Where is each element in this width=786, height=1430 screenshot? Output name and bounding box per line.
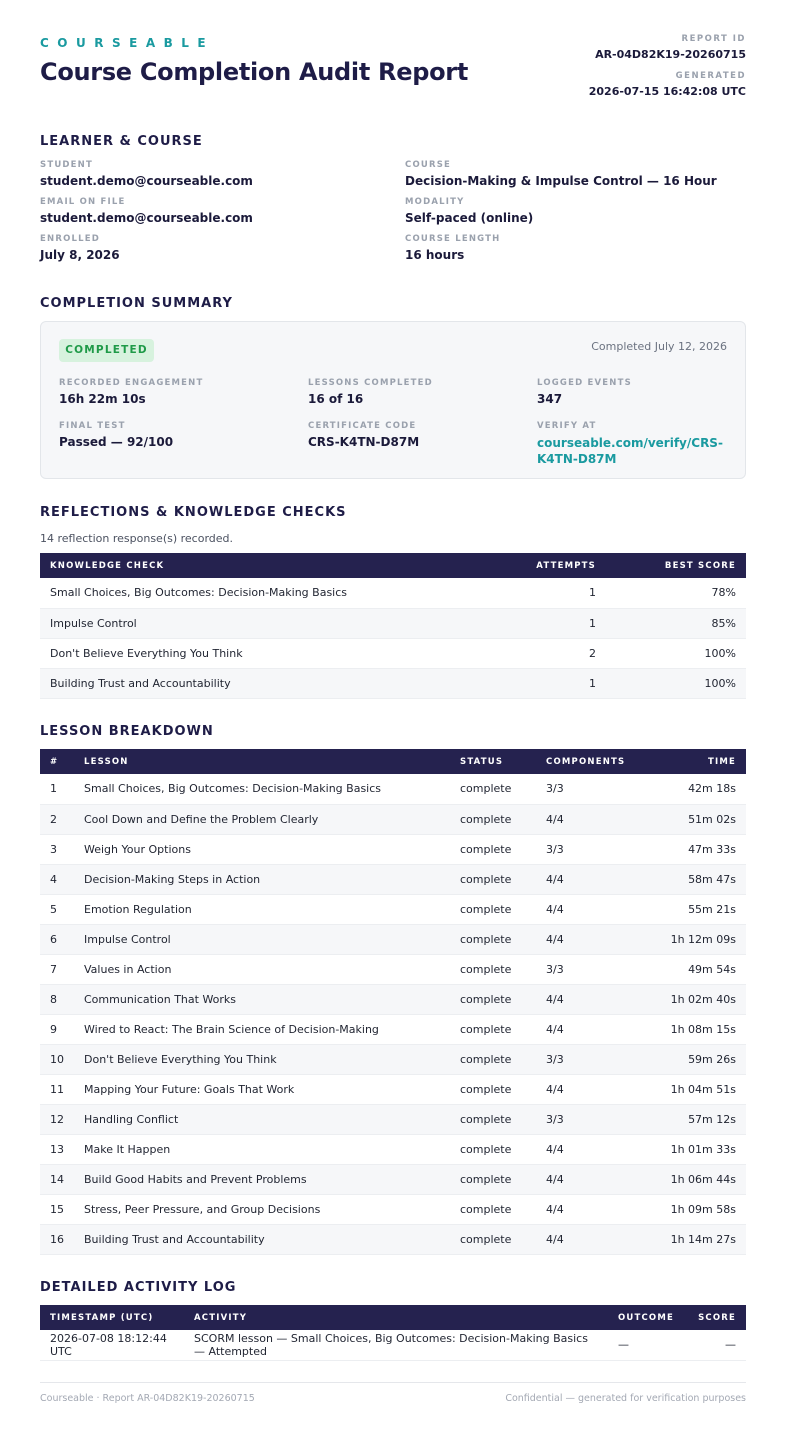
table-cell: 2 [40, 804, 74, 834]
course-length-value: 16 hours [405, 248, 465, 262]
table-cell: 4/4 [536, 984, 636, 1014]
col-activity: ACTIVITY [194, 1312, 248, 1323]
col-status: STATUS [460, 756, 504, 767]
table-cell: 3/3 [536, 774, 636, 804]
knowledge-check-row [40, 578, 746, 608]
table-header-row [40, 749, 746, 774]
table-cell: 4/4 [536, 1014, 636, 1044]
col-time: TIME [707, 756, 736, 767]
table-cell: complete [450, 1164, 536, 1194]
table-cell: — [608, 1330, 684, 1360]
course-value: Decision-Making & Impulse Control — 16 Hour [405, 174, 717, 188]
table-cell: 51m 02s [636, 804, 746, 834]
lesson-row [40, 1134, 746, 1164]
table-cell: 8 [40, 984, 74, 1014]
table-cell: complete [450, 1134, 536, 1164]
table-cell: 15 [40, 1194, 74, 1224]
table-cell: complete [450, 1104, 536, 1134]
lesson-row [40, 1044, 746, 1074]
report-id: AR-04D82K19-20260715 [595, 48, 746, 61]
col-timestamp: TIMESTAMP (UTC) [50, 1312, 154, 1323]
knowledge-check-row [40, 668, 746, 698]
table-cell: 4/4 [536, 1074, 636, 1104]
table-cell: Building Trust and Accountability [40, 668, 486, 698]
table-cell: Building Trust and Accountability [74, 1224, 450, 1254]
table-cell: complete [450, 834, 536, 864]
table-cell: complete [450, 1194, 536, 1224]
completed-date: Completed July 12, 2026 [591, 340, 727, 353]
course-length-label: COURSE LENGTH [405, 234, 501, 244]
table-cell: 1 [486, 668, 606, 698]
col-best-score: BEST SCORE [664, 560, 736, 571]
knowledge-check-row [40, 608, 746, 638]
table-cell: 1h 12m 09s [636, 924, 746, 954]
brand-wordmark: COURSEABLE [40, 36, 215, 50]
table-cell: 3/3 [536, 1104, 636, 1134]
table-cell: SCORM lesson — Small Choices, Big Outcomes: Decision-Making Basics — Attempted [184, 1330, 608, 1360]
table-cell: Small Choices, Big Outcomes: Decision-Making Basics [40, 578, 486, 608]
table-cell: complete [450, 954, 536, 984]
lesson-row [40, 1224, 746, 1254]
modality-value: Self-paced (online) [405, 211, 534, 225]
table-cell: — [684, 1330, 746, 1360]
table-cell: 1h 06m 44s [636, 1164, 746, 1194]
table-cell: 4/4 [536, 1164, 636, 1194]
student-label: STUDENT [40, 160, 93, 170]
knowledge-check-row [40, 638, 746, 668]
table-cell: Make It Happen [74, 1134, 450, 1164]
lessons-stat [308, 378, 508, 406]
section-title-learner: LEARNER & COURSE [40, 134, 203, 149]
section-title-reflections: REFLECTIONS & KNOWLEDGE CHECKS [40, 505, 347, 520]
engagement-label: RECORDED ENGAGEMENT [59, 378, 204, 388]
table-cell: Weigh Your Options [74, 834, 450, 864]
table-cell: 2026-07-08 18:12:44 UTC [40, 1330, 184, 1360]
lesson-row [40, 804, 746, 834]
table-cell: Communication That Works [74, 984, 450, 1014]
generated-timestamp: 2026-07-15 16:42:08 UTC [588, 85, 746, 98]
table-cell: Don't Believe Everything You Think [40, 638, 486, 668]
table-cell: 10 [40, 1044, 74, 1074]
email-label: EMAIL ON FILE [40, 197, 126, 207]
table-cell: complete [450, 1074, 536, 1104]
completion-summary-card [40, 321, 746, 479]
student-value: student.demo@courseable.com [40, 174, 253, 188]
email-value: student.demo@courseable.com [40, 211, 253, 225]
lesson-row [40, 1074, 746, 1104]
certificate-value: CRS-K4TN-D87M [308, 435, 420, 449]
table-cell: 3/3 [536, 1044, 636, 1074]
table-cell: 1h 08m 15s [636, 1014, 746, 1044]
col-knowledge-check: KNOWLEDGE CHECK [50, 560, 165, 571]
table-cell: 1 [486, 608, 606, 638]
course-field [405, 160, 745, 188]
table-cell: complete [450, 864, 536, 894]
report-id-label: REPORT ID [681, 34, 746, 44]
table-cell: 1h 02m 40s [636, 984, 746, 1014]
section-title-activity: DETAILED ACTIVITY LOG [40, 1280, 237, 1295]
table-cell: 5 [40, 894, 74, 924]
table-cell: Cool Down and Define the Problem Clearly [74, 804, 450, 834]
table-header-row [40, 1305, 746, 1330]
table-cell: 1h 09m 58s [636, 1194, 746, 1224]
section-title-lessons: LESSON BREAKDOWN [40, 724, 214, 739]
lessons-value: 16 of 16 [308, 392, 364, 406]
col-number: # [50, 756, 59, 767]
table-cell: Mapping Your Future: Goals That Work [74, 1074, 450, 1104]
table-cell: 4/4 [536, 924, 636, 954]
enrolled-field [40, 234, 380, 262]
table-cell: 42m 18s [636, 774, 746, 804]
col-components: COMPONENTS [546, 756, 626, 767]
table-cell: 9 [40, 1014, 74, 1044]
report-meta [589, 34, 746, 98]
table-cell: Build Good Habits and Prevent Problems [74, 1164, 450, 1194]
table-cell: 4/4 [536, 1194, 636, 1224]
table-cell: 13 [40, 1134, 74, 1164]
table-cell: 3/3 [536, 834, 636, 864]
table-cell: Values in Action [74, 954, 450, 984]
table-cell: 4/4 [536, 804, 636, 834]
table-header-row [40, 553, 746, 578]
table-cell: 57m 12s [636, 1104, 746, 1134]
table-cell: 4/4 [536, 1224, 636, 1254]
lesson-row [40, 864, 746, 894]
verify-link[interactable]: courseable.com/verify/CRS-K4TN-D87M [537, 436, 723, 466]
col-attempts: ATTEMPTS [536, 560, 596, 571]
table-cell: Handling Conflict [74, 1104, 450, 1134]
email-field [40, 197, 380, 225]
events-stat [537, 378, 737, 406]
lesson-row [40, 894, 746, 924]
table-cell: 6 [40, 924, 74, 954]
verify-stat [537, 421, 737, 467]
footer-report-ref: Courseable · Report AR-04D82K19-20260715 [40, 1393, 255, 1404]
table-cell: 1h 14m 27s [636, 1224, 746, 1254]
table-cell: 3/3 [536, 954, 636, 984]
footer-confidential-note: Confidential — generated for verification purposes [505, 1393, 746, 1404]
events-label: LOGGED EVENTS [537, 378, 632, 388]
reflection-count-note: 14 reflection response(s) recorded. [40, 532, 234, 545]
col-score: SCORE [698, 1312, 736, 1323]
table-cell: complete [450, 924, 536, 954]
events-value: 347 [537, 392, 563, 406]
table-cell: Decision-Making Steps in Action [74, 864, 450, 894]
table-cell: 1 [40, 774, 74, 804]
col-lesson: LESSON [84, 756, 129, 767]
footer-divider [40, 1382, 746, 1383]
table-cell: 47m 33s [636, 834, 746, 864]
table-cell: 1 [486, 578, 606, 608]
final-test-label: FINAL TEST [59, 421, 126, 431]
section-title-summary: COMPLETION SUMMARY [40, 296, 233, 311]
status-badge: COMPLETED [59, 339, 154, 362]
verify-label: VERIFY AT [537, 421, 597, 431]
lesson-row [40, 984, 746, 1014]
table-cell: 58m 47s [636, 864, 746, 894]
table-cell: Impulse Control [40, 608, 486, 638]
modality-field [405, 197, 745, 225]
lesson-row [40, 1104, 746, 1134]
table-cell: Impulse Control [74, 924, 450, 954]
table-cell: 1h 04m 51s [636, 1074, 746, 1104]
table-cell: complete [450, 894, 536, 924]
knowledge-check-table [40, 553, 746, 699]
table-cell: 14 [40, 1164, 74, 1194]
student-field [40, 160, 380, 188]
table-cell: 55m 21s [636, 894, 746, 924]
enrolled-label: ENROLLED [40, 234, 100, 244]
table-cell: 4/4 [536, 1134, 636, 1164]
lesson-row [40, 834, 746, 864]
table-cell: 100% [606, 668, 746, 698]
table-cell: 49m 54s [636, 954, 746, 984]
table-cell: 7 [40, 954, 74, 984]
page-title: Course Completion Audit Report [40, 58, 468, 86]
lesson-row [40, 954, 746, 984]
table-cell: 11 [40, 1074, 74, 1104]
table-cell: 2 [486, 638, 606, 668]
lesson-row [40, 1194, 746, 1224]
certificate-stat [308, 421, 508, 449]
lesson-row [40, 1014, 746, 1044]
table-cell: complete [450, 1044, 536, 1074]
course-length-field [405, 234, 745, 262]
table-cell: 85% [606, 608, 746, 638]
table-cell: 3 [40, 834, 74, 864]
table-cell: 4 [40, 864, 74, 894]
lesson-breakdown-table [40, 749, 746, 1255]
table-cell: 12 [40, 1104, 74, 1134]
table-cell: Don't Believe Everything You Think [74, 1044, 450, 1074]
activity-row [40, 1330, 746, 1360]
modality-label: MODALITY [405, 197, 465, 207]
table-cell: 59m 26s [636, 1044, 746, 1074]
table-cell: complete [450, 1014, 536, 1044]
table-cell: 78% [606, 578, 746, 608]
certificate-label: CERTIFICATE CODE [308, 421, 417, 431]
lesson-row [40, 774, 746, 804]
final-test-stat [59, 421, 259, 449]
lessons-label: LESSONS COMPLETED [308, 378, 433, 388]
table-cell: complete [450, 774, 536, 804]
activity-log-table [40, 1305, 746, 1361]
table-cell: complete [450, 984, 536, 1014]
engagement-stat [59, 378, 259, 406]
table-cell: Emotion Regulation [74, 894, 450, 924]
lesson-row [40, 1164, 746, 1194]
col-outcome: OUTCOME [617, 1312, 674, 1323]
table-cell: complete [450, 1224, 536, 1254]
table-cell: 100% [606, 638, 746, 668]
table-cell: 4/4 [536, 864, 636, 894]
generated-label: GENERATED [675, 71, 746, 81]
table-cell: Wired to React: The Brain Science of Decision-Making [74, 1014, 450, 1044]
engagement-value: 16h 22m 10s [59, 392, 146, 406]
table-cell: 1h 01m 33s [636, 1134, 746, 1164]
table-cell: 4/4 [536, 894, 636, 924]
course-label: COURSE [405, 160, 452, 170]
table-cell: complete [450, 804, 536, 834]
final-test-value: Passed — 92/100 [59, 435, 174, 449]
table-cell: 16 [40, 1224, 74, 1254]
enrolled-value: July 8, 2026 [40, 248, 120, 262]
table-cell: Stress, Peer Pressure, and Group Decisions [74, 1194, 450, 1224]
table-cell: Small Choices, Big Outcomes: Decision-Making Basics [74, 774, 450, 804]
lesson-row [40, 924, 746, 954]
